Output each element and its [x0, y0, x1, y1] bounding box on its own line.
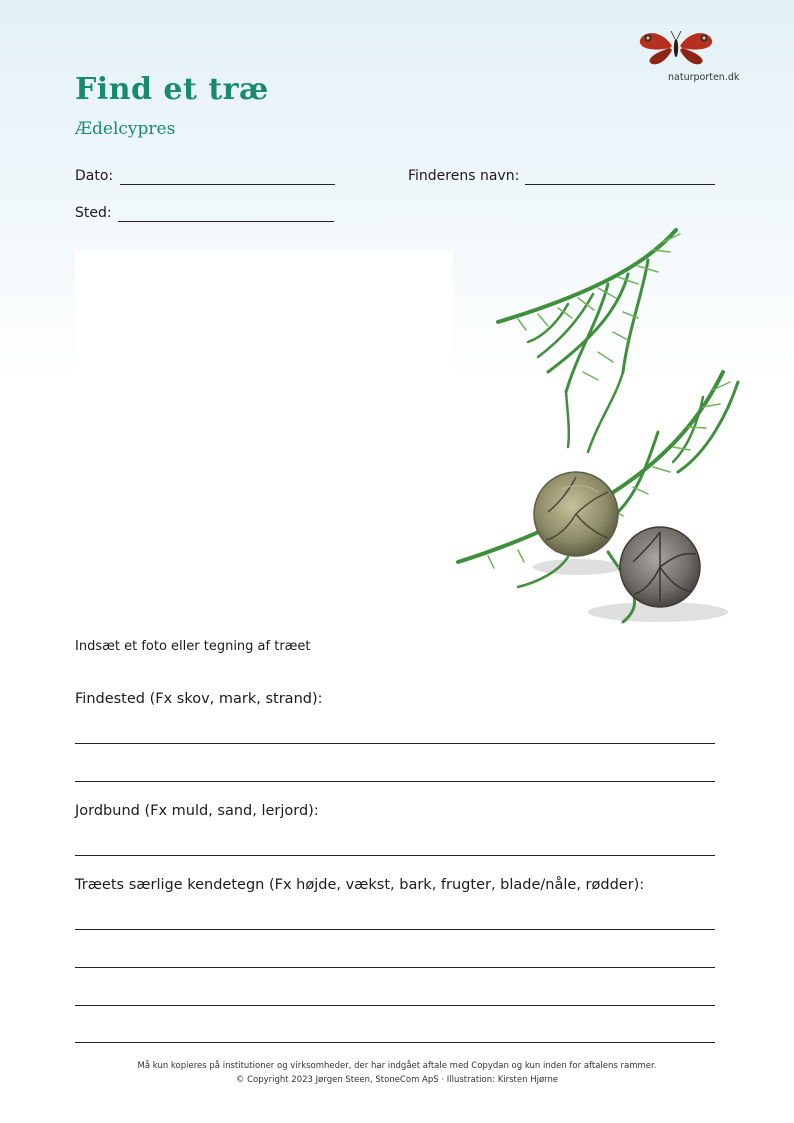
answer-line-kendetegn-3[interactable] [75, 1005, 715, 1006]
cypress-illustration [448, 222, 748, 642]
place-label: Sted: [75, 205, 112, 221]
question-findested: Findested (Fx skov, mark, strand): [75, 691, 323, 707]
species-subtitle: Ædelcypres [75, 119, 176, 139]
photo-caption: Indsæt et foto eller tegning af træet [75, 639, 311, 654]
date-label: Dato: [75, 168, 114, 184]
question-jordbund: Jordbund (Fx muld, sand, lerjord): [75, 803, 319, 819]
answer-line-findested-2[interactable] [75, 781, 715, 782]
answer-line-kendetegn-2[interactable] [75, 967, 715, 968]
finder-name-label: Finderens navn: [408, 168, 520, 184]
place-field[interactable] [118, 207, 334, 222]
butterfly-icon [634, 26, 718, 66]
page-title: Find et træ [75, 72, 269, 107]
answer-line-kendetegn-4[interactable] [75, 1042, 715, 1043]
photo-area[interactable] [75, 250, 453, 635]
question-kendetegn: Træets særlige kendetegn (Fx højde, vækst, bark, frugter, blade/nåle, rødder): [75, 877, 645, 893]
answer-line-jordbund-1[interactable] [75, 855, 715, 856]
footer-license: Må kun kopieres på institutioner og virksomheder, der har indgået aftale med Copydan og kun inden for aftalens rammer. [137, 1061, 657, 1071]
site-brand: naturporten.dk [668, 72, 740, 83]
answer-line-findested-1[interactable] [75, 743, 715, 744]
answer-line-kendetegn-1[interactable] [75, 929, 715, 930]
date-field[interactable] [120, 170, 335, 185]
finder-name-field[interactable] [525, 170, 715, 185]
footer-copyright: © Copyright 2023 Jørgen Steen, StoneCom ApS · Illustration: Kirsten Hjørne [235, 1075, 559, 1085]
